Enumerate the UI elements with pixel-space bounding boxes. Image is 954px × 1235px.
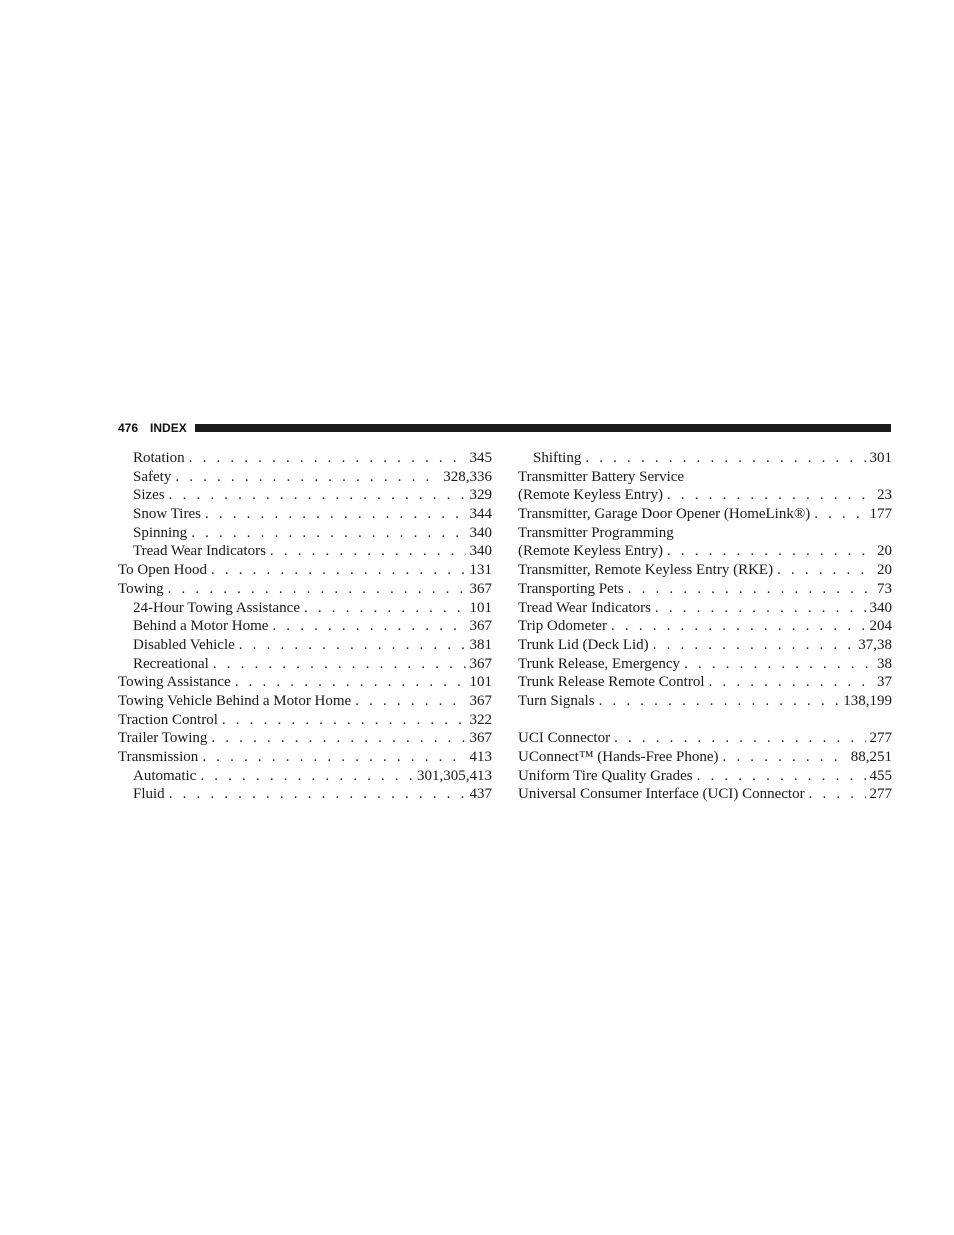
index-entry (118, 561, 492, 580)
index-subentry (118, 449, 492, 468)
entry-page-ref: 322 (469, 711, 492, 728)
index-entry (118, 729, 492, 748)
entry-term: (Remote Keyless Entry) (518, 487, 663, 504)
entry-page-ref: 367 (469, 580, 492, 597)
entry-page-ref: 344 (469, 506, 492, 523)
page-header (118, 420, 891, 436)
entry-term: UConnect™ (Hands-Free Phone) (518, 749, 719, 765)
dot-leader (270, 542, 466, 561)
entry-term: 24-Hour Towing Assistance (133, 599, 300, 616)
index-entry (118, 748, 492, 767)
entry-page-ref: 20 (877, 562, 892, 579)
dot-leader (814, 505, 865, 524)
entry-term: To Open Hood (118, 562, 207, 579)
dot-leader (611, 617, 865, 636)
dot-leader (211, 729, 465, 748)
dot-leader (272, 617, 465, 636)
index-entry (518, 561, 892, 580)
index-column-left (118, 449, 492, 804)
index-subentry (118, 524, 492, 543)
entry-term: Trip Odometer (518, 618, 608, 635)
entry-term: Sizes (133, 487, 165, 504)
dot-leader (667, 486, 873, 505)
index-entry (518, 468, 892, 487)
entry-term: (Remote Keyless Entry) (518, 543, 663, 560)
index-subentry (118, 599, 492, 618)
entry-page-ref: 301,305,413 (417, 767, 492, 784)
dot-leader (239, 636, 466, 655)
entry-page-ref: 204 (869, 618, 892, 635)
entry-page-ref: 329 (469, 487, 492, 504)
index-subentry (118, 785, 492, 804)
entry-page-ref: 340 (469, 524, 492, 541)
entry-term: Traction Control (118, 711, 218, 728)
dot-leader (200, 767, 413, 786)
index-entry (518, 486, 892, 505)
entry-page-ref: 101 (469, 674, 492, 691)
entry-term: Shifting (533, 450, 582, 466)
entry-term: Behind a Motor Home (133, 618, 269, 635)
dot-leader (169, 785, 466, 804)
entry-term: Snow Tires (133, 506, 201, 523)
entry-page-ref: 131 (469, 562, 492, 579)
dot-leader (653, 636, 855, 655)
index-entry (518, 767, 892, 786)
entry-page-ref: 23 (877, 487, 892, 504)
entry-page-ref: 20 (877, 543, 892, 560)
entry-term: Disabled Vehicle (133, 636, 235, 653)
entry-term: Safety (133, 468, 172, 485)
entry-term: Recreational (133, 655, 209, 672)
entry-page-ref: 277 (869, 786, 892, 803)
entry-term: Transmitter Battery Service (518, 468, 685, 485)
entry-term: Transporting Pets (518, 580, 624, 597)
dot-leader (205, 505, 466, 524)
dot-leader (684, 655, 873, 674)
entry-page-ref: 73 (877, 580, 892, 597)
dot-leader (709, 673, 873, 692)
entry-page-ref: 345 (469, 450, 492, 466)
entry-term: Fluid (133, 786, 165, 803)
index-subentry (118, 505, 492, 524)
entry-term: Trunk Release, Emergency (518, 655, 681, 672)
dot-leader (168, 580, 466, 599)
index-entry (518, 729, 892, 748)
entry-term: Trunk Lid (Deck Lid) (518, 636, 649, 653)
index-entry (518, 748, 892, 767)
index-entry (518, 505, 892, 524)
index-subentry (118, 767, 492, 786)
entry-term: Uniform Tire Quality Grades (518, 767, 693, 784)
entry-term: Universal Consumer Interface (UCI) Connector (518, 786, 805, 803)
index-subentry (118, 617, 492, 636)
dot-leader (213, 655, 466, 674)
entry-term: Trailer Towing (118, 730, 208, 747)
entry-term: Spinning (133, 524, 188, 541)
entry-page-ref: 101 (469, 599, 492, 616)
index-subentry (518, 449, 892, 468)
index-entry (518, 692, 892, 711)
entry-term: Tread Wear Indicators (518, 599, 651, 616)
entry-page-ref: 340 (469, 543, 492, 560)
index-entry (118, 692, 492, 711)
dot-leader (169, 486, 466, 505)
page-number: 476 (118, 421, 139, 435)
dot-leader (614, 729, 865, 748)
entry-page-ref: 301 (869, 450, 892, 466)
dot-leader (599, 692, 840, 711)
dot-leader (235, 673, 466, 692)
index-entry (518, 580, 892, 599)
entry-page-ref: 455 (869, 767, 892, 784)
entry-page-ref: 138,199 (843, 692, 892, 709)
dot-leader (191, 524, 465, 543)
index-subentry (118, 486, 492, 505)
entry-term: Transmitter, Garage Door Opener (HomeLink®) (518, 506, 811, 523)
entry-page-ref: 277 (869, 730, 892, 747)
index-entry (518, 542, 892, 561)
entry-page-ref: 177 (869, 506, 892, 523)
entry-page-ref: 437 (469, 786, 492, 803)
index-entry (118, 580, 492, 599)
dot-leader (667, 542, 873, 561)
dot-leader (189, 449, 466, 468)
entry-page-ref: 328,336 (443, 468, 492, 485)
dot-leader (202, 748, 465, 767)
entry-page-ref: 88,251 (850, 749, 892, 765)
entry-term: Rotation (133, 450, 185, 466)
entry-term: UCI Connector (518, 730, 611, 747)
header-rule (195, 424, 891, 432)
dot-leader (809, 785, 866, 804)
dot-leader (304, 599, 466, 618)
entry-page-ref: 37,38 (858, 636, 892, 653)
index-entry (518, 524, 892, 543)
entry-term: Transmitter, Remote Keyless Entry (RKE) (518, 562, 774, 579)
index-entry (118, 673, 492, 692)
entry-page-ref: 413 (469, 749, 492, 765)
entry-term: Towing Vehicle Behind a Motor Home (118, 692, 352, 709)
dot-leader (211, 561, 466, 580)
entry-page-ref: 367 (469, 692, 492, 709)
dot-leader (175, 468, 439, 487)
entry-page-ref: 367 (469, 655, 492, 672)
dot-leader (723, 748, 847, 767)
entry-term: Transmission (118, 749, 199, 765)
entry-term: Trunk Release Remote Control (518, 674, 705, 691)
index-spacer (518, 711, 892, 730)
entry-term: Automatic (133, 767, 197, 784)
entry-page-ref: 381 (469, 636, 492, 653)
dot-leader (222, 711, 466, 730)
entry-page-ref: 367 (469, 618, 492, 635)
entry-page-ref: 367 (469, 730, 492, 747)
index-entry (518, 599, 892, 618)
dot-leader (655, 599, 866, 618)
index-entry (118, 711, 492, 730)
entry-page-ref: 340 (869, 599, 892, 616)
index-entry (518, 673, 892, 692)
index-subentry (118, 636, 492, 655)
index-entry (518, 636, 892, 655)
dot-leader (777, 561, 873, 580)
index-entry (518, 785, 892, 804)
entry-page-ref: 37 (877, 674, 892, 691)
dot-leader (628, 580, 873, 599)
dot-leader (355, 692, 465, 711)
entry-term: Towing Assistance (118, 674, 231, 691)
section-title: INDEX (150, 421, 187, 435)
entry-term: Transmitter Programming (518, 524, 674, 541)
index-subentry (118, 542, 492, 561)
dot-leader (697, 767, 866, 786)
entry-term: Towing (118, 580, 164, 597)
entry-term: Tread Wear Indicators (133, 543, 266, 560)
index-entry (518, 655, 892, 674)
dot-leader (585, 449, 865, 468)
index-entry (518, 617, 892, 636)
index-subentry (118, 655, 492, 674)
entry-page-ref: 38 (877, 655, 892, 672)
entry-term: Turn Signals (518, 692, 595, 709)
index-column-right (518, 449, 892, 804)
index-subentry (118, 468, 492, 487)
